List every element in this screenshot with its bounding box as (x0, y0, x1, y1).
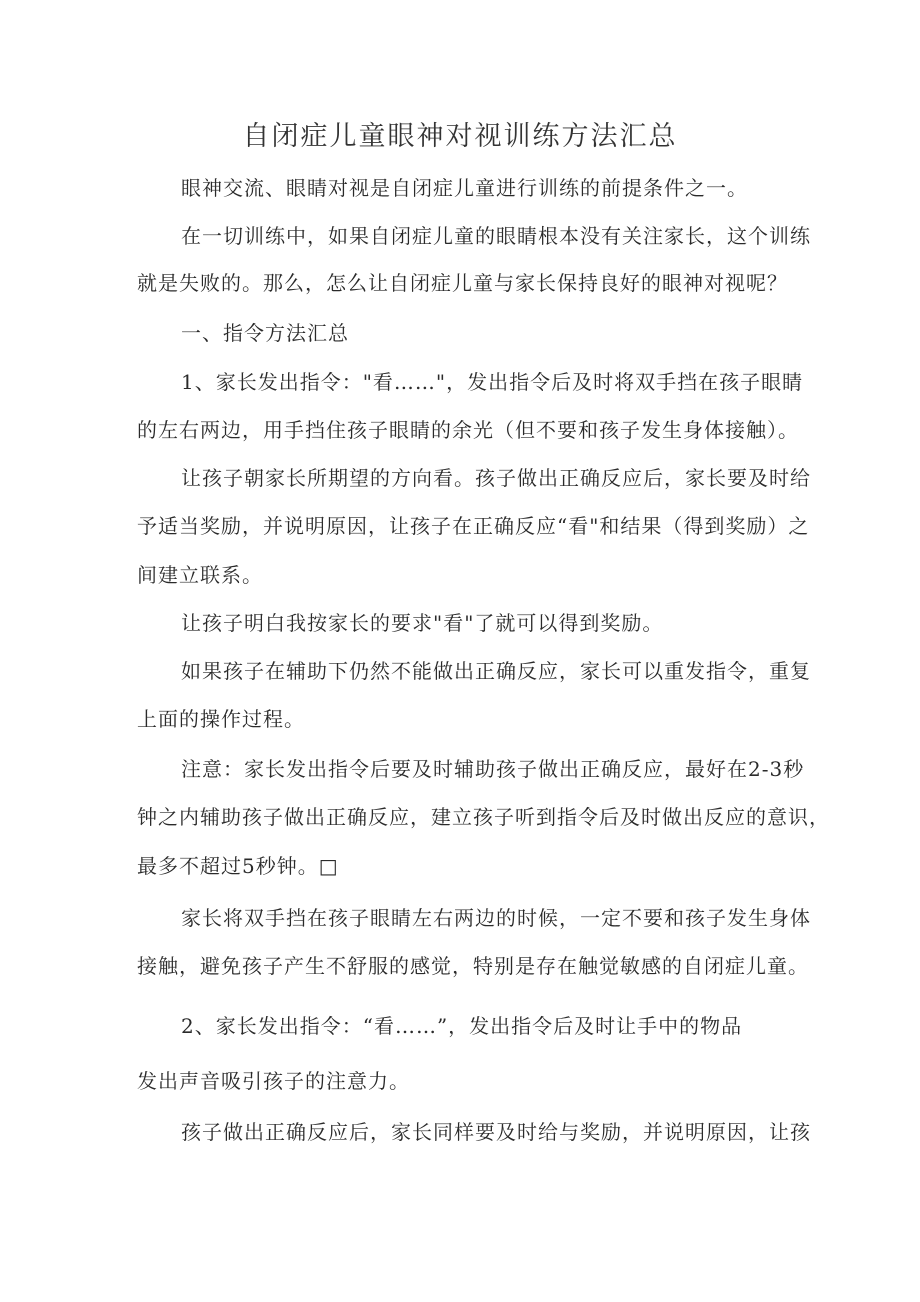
paragraph-line: 注意：家长发出指令后要及时辅助孩子做出正确反应，最好在2-3秒 (181, 757, 805, 781)
paragraph-line: 上面的操作过程。 (137, 707, 305, 731)
paragraph-line: 就是失败的。那么，怎么让自闭症儿童与家长保持良好的眼神对视呢？ (137, 271, 788, 295)
paragraph-line: 钟之内辅助孩子做出正确反应，建立孩子听到指令后及时做出反应的意识， (137, 805, 830, 829)
paragraph-line: 的左右两边，用手挡住孩子眼睛的余光（但不要和孩子发生身体接触）。 (137, 418, 799, 442)
page-title: 自闭症儿童眼神对视训练方法汇总 (242, 121, 678, 152)
section-heading: 一、指令方法汇总 (181, 321, 349, 345)
paragraph-line: 最多不超过5秒钟。□ (137, 854, 339, 878)
paragraph-line: 让孩子朝家长所期望的方向看。孩子做出正确反应后，家长要及时给 (181, 466, 811, 490)
paragraph-line: 2、家长发出指令：“看……”，发出指令后及时让手中的物品 (181, 1014, 743, 1038)
paragraph-line: 如果孩子在辅助下仍然不能做出正确反应，家长可以重发指令，重复 (181, 659, 811, 683)
paragraph-line: 在一切训练中，如果自闭症儿童的眼睛根本没有关注家长，这个训练 (181, 224, 811, 248)
paragraph-line: 予适当奖励，并说明原因，让孩子在正确反应“看"和结果（得到奖励）之 (137, 514, 810, 538)
paragraph-line: 眼神交流、眼睛对视是自闭症儿童进行训练的前提条件之一。 (181, 176, 748, 200)
paragraph-line: 1、家长发出指令："看……"，发出指令后及时将双手挡在孩子眼睛 (181, 370, 804, 394)
paragraph-line: 孩子做出正确反应后，家长同样要及时给与奖励，并说明原因，让孩 (181, 1120, 811, 1144)
paragraph-line: 接触，避免孩子产生不舒服的感觉，特别是存在触觉敏感的自闭症儿童。 (137, 954, 809, 978)
paragraph-line: 间建立联系。 (137, 563, 263, 587)
paragraph-line: 家长将双手挡在孩子眼睛左右两边的时候，一定不要和孩子发生身体 (181, 906, 811, 930)
paragraph-line: 发出声音吸引孩子的注意力。 (137, 1069, 410, 1093)
paragraph-line: 让孩子明白我按家长的要求"看"了就可以得到奖励。 (181, 611, 664, 635)
